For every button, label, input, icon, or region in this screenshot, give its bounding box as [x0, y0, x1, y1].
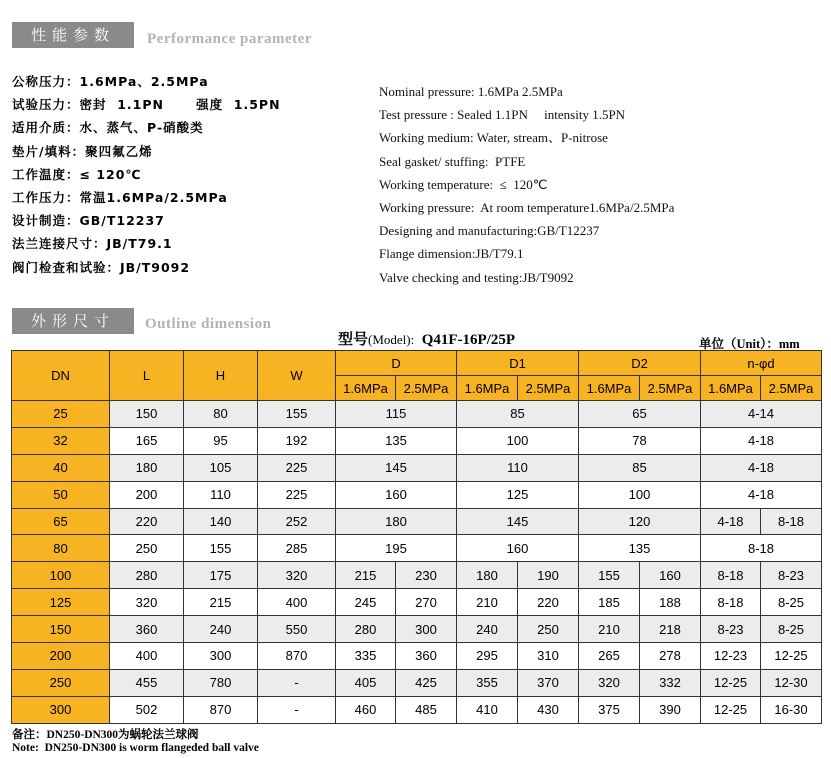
cell-d: 360	[396, 643, 457, 670]
cell-d2: 390	[640, 696, 701, 723]
cell-d: 270	[396, 589, 457, 616]
cell-d2: 135	[579, 535, 701, 562]
note-en: Note: DN250-DN300 is worm flangeded ball valve	[12, 742, 259, 754]
cell-nd: 12-25	[701, 696, 761, 723]
model-label	[338, 328, 515, 349]
cell-w: 225	[258, 454, 336, 481]
header-w: W	[258, 351, 336, 401]
cell-h: 240	[184, 616, 258, 643]
cell-h: 175	[184, 562, 258, 589]
table-row	[12, 696, 822, 723]
cell-nd: 8-18	[761, 508, 822, 535]
dimension-table	[11, 350, 822, 724]
cell-l: 200	[110, 481, 184, 508]
cell-h: 215	[184, 589, 258, 616]
cell-d: 280	[336, 616, 396, 643]
header-pressure-25: 2.5MPa	[518, 376, 579, 401]
table-header-row	[12, 351, 822, 376]
cell-d1: 180	[457, 562, 518, 589]
header-l: L	[110, 351, 184, 401]
cell-w: 870	[258, 643, 336, 670]
cell-dn: 65	[12, 508, 110, 535]
cell-d1: 125	[457, 481, 579, 508]
table-row	[12, 481, 822, 508]
cell-d1: 430	[518, 696, 579, 723]
cell-w: -	[258, 696, 336, 723]
header-pressure-16: 1.6MPa	[579, 376, 640, 401]
cn-spec-line: 工作压力：常温1.6MPa/2.5MPa	[12, 189, 228, 205]
model-paren: (Model):	[368, 332, 415, 347]
cell-d2: 218	[640, 616, 701, 643]
cell-dn: 80	[12, 535, 110, 562]
model-prefix: 型号	[338, 332, 369, 348]
outline-title-en: Outline dimension	[145, 316, 272, 332]
cell-w: 192	[258, 427, 336, 454]
table-row	[12, 401, 822, 428]
table-body	[12, 401, 822, 724]
performance-title-en: Performance parameter	[147, 31, 312, 47]
cell-d1: 295	[457, 643, 518, 670]
cell-h: 300	[184, 643, 258, 670]
header-pressure-16: 1.6MPa	[336, 376, 396, 401]
cell-dn: 100	[12, 562, 110, 589]
cell-nd: 12-30	[761, 669, 822, 696]
performance-tab: 性能参数	[12, 22, 134, 48]
cell-dn: 200	[12, 643, 110, 670]
cell-d2: 185	[579, 589, 640, 616]
cell-d2: 375	[579, 696, 640, 723]
cell-d1: 85	[457, 401, 579, 428]
cell-dn: 300	[12, 696, 110, 723]
performance-cn-list	[12, 70, 281, 279]
header-pressure-16: 1.6MPa	[701, 376, 761, 401]
cell-d: 460	[336, 696, 396, 723]
table-row	[12, 454, 822, 481]
cell-nd: 4-18	[701, 508, 761, 535]
cell-nd: 8-18	[701, 535, 822, 562]
cn-spec-line: 法兰连接尺寸：JB/T79.1	[12, 236, 173, 252]
cell-d: 180	[336, 508, 457, 535]
cell-dn: 40	[12, 454, 110, 481]
header-d: D	[336, 351, 457, 376]
cell-d2: 332	[640, 669, 701, 696]
unit-label: 单位（Unit）：mm	[699, 337, 800, 351]
cell-dn: 50	[12, 481, 110, 508]
en-spec-line: Working medium: Water, stream、P-nitrose	[379, 130, 608, 146]
cell-h: 140	[184, 508, 258, 535]
table-row	[12, 616, 822, 643]
cell-dn: 250	[12, 669, 110, 696]
header-pressure-25: 2.5MPa	[396, 376, 457, 401]
cell-d2: 120	[579, 508, 701, 535]
cell-d2: 210	[579, 616, 640, 643]
cell-l: 165	[110, 427, 184, 454]
note-cn: 备注：DN250-DN300为蜗轮法兰球阀	[12, 729, 199, 741]
cell-d: 245	[336, 589, 396, 616]
cell-nd: 4-18	[701, 454, 822, 481]
cell-h: 105	[184, 454, 258, 481]
cell-d1: 145	[457, 508, 579, 535]
cell-nd: 8-23	[761, 562, 822, 589]
cn-spec-line: 适用介质：水、蒸气、P-硝酸类	[12, 120, 204, 136]
cell-d: 215	[336, 562, 396, 589]
cell-d: 145	[336, 454, 457, 481]
cell-nd: 8-18	[701, 589, 761, 616]
cell-nd: 4-14	[701, 401, 822, 428]
cell-d1: 110	[457, 454, 579, 481]
cell-h: 110	[184, 481, 258, 508]
cell-l: 502	[110, 696, 184, 723]
cn-spec-line: 公称压力：1.6MPa、2.5MPa	[12, 74, 209, 89]
cell-l: 250	[110, 535, 184, 562]
cell-l: 400	[110, 643, 184, 670]
cell-d1: 310	[518, 643, 579, 670]
cell-l: 150	[110, 401, 184, 428]
cell-d1: 250	[518, 616, 579, 643]
cell-w: 252	[258, 508, 336, 535]
cell-d2: 265	[579, 643, 640, 670]
en-spec-line: Flange dimension:JB/T79.1	[379, 246, 524, 262]
cell-w: 550	[258, 616, 336, 643]
cell-nd: 12-25	[761, 643, 822, 670]
cell-d2: 278	[640, 643, 701, 670]
cell-l: 180	[110, 454, 184, 481]
outline-tab: 外形尺寸	[12, 308, 134, 334]
cell-nd: 8-18	[701, 562, 761, 589]
cell-d1: 220	[518, 589, 579, 616]
en-spec-line: Test pressure : Sealed 1.1PN intensity 1.5PN	[379, 107, 626, 123]
model-value: Q41F-16P/25P	[421, 332, 516, 348]
cell-d: 195	[336, 535, 457, 562]
table-row	[12, 562, 822, 589]
header-nd: n-φd	[701, 351, 822, 376]
cell-l: 360	[110, 616, 184, 643]
table-row	[12, 643, 822, 670]
cell-h: 155	[184, 535, 258, 562]
cell-d: 405	[336, 669, 396, 696]
cell-d1: 240	[457, 616, 518, 643]
header-d1: D1	[457, 351, 579, 376]
performance-en-list	[379, 80, 674, 289]
cell-l: 320	[110, 589, 184, 616]
cell-h: 95	[184, 427, 258, 454]
cell-h: 870	[184, 696, 258, 723]
cell-d2: 100	[579, 481, 701, 508]
cell-d1: 210	[457, 589, 518, 616]
cell-d1: 370	[518, 669, 579, 696]
cell-dn: 32	[12, 427, 110, 454]
en-spec-line: Valve checking and testing:JB/T9092	[379, 269, 574, 285]
cell-d2: 85	[579, 454, 701, 481]
cell-d: 425	[396, 669, 457, 696]
header-pressure-16: 1.6MPa	[457, 376, 518, 401]
cell-d1: 100	[457, 427, 579, 454]
table-row	[12, 535, 822, 562]
cell-w: 155	[258, 401, 336, 428]
header-h: H	[184, 351, 258, 401]
cell-d: 335	[336, 643, 396, 670]
cell-h: 780	[184, 669, 258, 696]
en-spec-line: Nominal pressure: 1.6MPa 2.5MPa	[379, 84, 563, 99]
cell-d1: 410	[457, 696, 518, 723]
cell-d2: 160	[640, 562, 701, 589]
cell-d1: 160	[457, 535, 579, 562]
cell-d1: 190	[518, 562, 579, 589]
cell-nd: 4-18	[701, 427, 822, 454]
cell-d2: 78	[579, 427, 701, 454]
table-row	[12, 427, 822, 454]
cn-spec-line: 工作温度：≤ 120℃	[12, 166, 142, 182]
cell-d: 300	[396, 616, 457, 643]
header-pressure-25: 2.5MPa	[761, 376, 822, 401]
cell-d: 160	[336, 481, 457, 508]
cell-d2: 320	[579, 669, 640, 696]
en-spec-line: Working temperature: ≤ 120℃	[379, 176, 548, 192]
cell-dn: 25	[12, 401, 110, 428]
cell-h: 80	[184, 401, 258, 428]
cell-d: 135	[336, 427, 457, 454]
cell-dn: 125	[12, 589, 110, 616]
cell-dn: 150	[12, 616, 110, 643]
cell-d2: 65	[579, 401, 701, 428]
cell-nd: 12-25	[701, 669, 761, 696]
cell-w: 400	[258, 589, 336, 616]
notes	[12, 729, 259, 755]
cell-nd: 12-23	[701, 643, 761, 670]
cell-d2: 188	[640, 589, 701, 616]
cell-w: 320	[258, 562, 336, 589]
cell-l: 280	[110, 562, 184, 589]
cn-spec-line: 阀门检查和试验：JB/T9092	[12, 259, 191, 275]
cell-d2: 155	[579, 562, 640, 589]
table-row	[12, 508, 822, 535]
cell-d: 230	[396, 562, 457, 589]
cell-w: -	[258, 669, 336, 696]
cell-nd: 8-25	[761, 589, 822, 616]
cell-d: 485	[396, 696, 457, 723]
en-spec-line: Designing and manufacturing:GB/T12237	[379, 223, 600, 239]
header-d2: D2	[579, 351, 701, 376]
table-row	[12, 669, 822, 696]
cell-l: 220	[110, 508, 184, 535]
cell-w: 225	[258, 481, 336, 508]
cn-spec-line: 设计制造：GB/T12237	[12, 213, 165, 229]
header-dn: DN	[12, 351, 110, 401]
cell-nd: 4-18	[701, 481, 822, 508]
en-spec-line: Working pressure: At room temperature1.6MPa/2.5MPa	[379, 199, 675, 215]
cell-nd: 16-30	[761, 696, 822, 723]
en-spec-line: Seal gasket/ stuffing: PTFE	[379, 153, 526, 169]
header-pressure-25: 2.5MPa	[640, 376, 701, 401]
cn-spec-line: 垫片/填料：聚四氟乙烯	[12, 143, 153, 159]
cell-nd: 8-23	[701, 616, 761, 643]
cn-spec-line: 试验压力：密封 1.1PN 强度 1.5PN	[12, 97, 281, 113]
cell-d1: 355	[457, 669, 518, 696]
table-row	[12, 589, 822, 616]
cell-l: 455	[110, 669, 184, 696]
cell-w: 285	[258, 535, 336, 562]
cell-nd: 8-25	[761, 616, 822, 643]
cell-d: 115	[336, 401, 457, 428]
